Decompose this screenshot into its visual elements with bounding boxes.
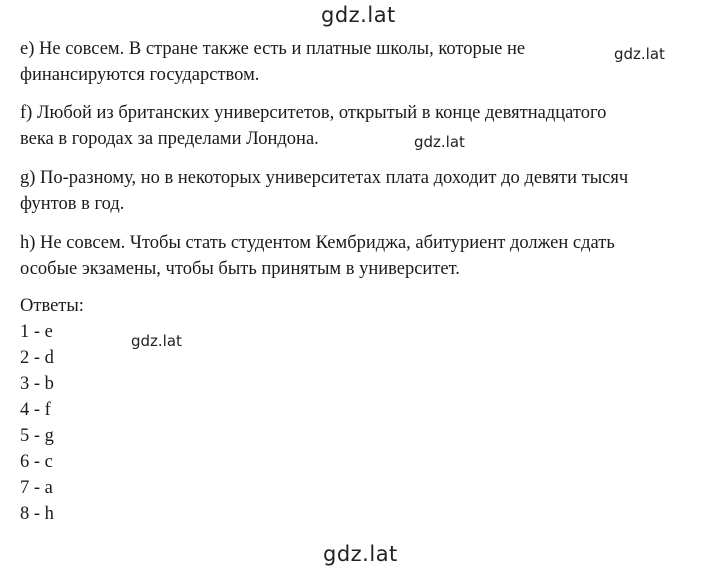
answer-list xyxy=(20,319,84,527)
paragraph-f xyxy=(20,100,710,152)
paragraph-f-line-2: века в городах за пределами Лондона. xyxy=(20,129,319,149)
answer-item-8: 8 - h xyxy=(20,504,54,524)
answers-section xyxy=(20,293,84,527)
answer-item-3: 3 - b xyxy=(20,374,54,394)
watermark-top: gdz.lat xyxy=(321,3,396,27)
paragraph-g-line-1: g) По-разному, но в некоторых университетах плата доходит до девяти тысяч xyxy=(20,168,629,188)
paragraph-h-line-2: особые экзамены, чтобы быть принятым в университет. xyxy=(20,259,460,279)
watermark-right-upper: gdz.lat xyxy=(614,45,665,63)
answer-item-5: 5 - g xyxy=(20,426,54,446)
answer-item-7: 7 - a xyxy=(20,478,53,498)
paragraph-e-line-1: e) Не совсем. В стране также есть и платные школы, которые не xyxy=(20,39,526,59)
answer-item-1: 1 - e xyxy=(20,322,53,342)
watermark-middle: gdz.lat xyxy=(414,133,465,151)
paragraph-h-line-1: h) Не совсем. Чтобы стать студентом Кембриджа, абитуриент должен сдать xyxy=(20,233,615,253)
paragraph-g xyxy=(20,165,710,217)
answer-item-6: 6 - c xyxy=(20,452,53,472)
answers-title: Ответы: xyxy=(20,296,84,316)
answer-item-2: 2 - d xyxy=(20,348,54,368)
watermark-left: gdz.lat xyxy=(131,332,182,350)
paragraph-e xyxy=(20,36,710,88)
watermark-bottom: gdz.lat xyxy=(323,542,398,566)
answer-item-4: 4 - f xyxy=(20,400,51,420)
paragraph-f-line-1: f) Любой из британских университетов, открытый в конце девятнадцатого xyxy=(20,103,607,123)
paragraph-e-line-2: финансируются государством. xyxy=(20,65,260,85)
paragraph-h xyxy=(20,230,710,282)
paragraph-g-line-2: фунтов в год. xyxy=(20,194,125,214)
